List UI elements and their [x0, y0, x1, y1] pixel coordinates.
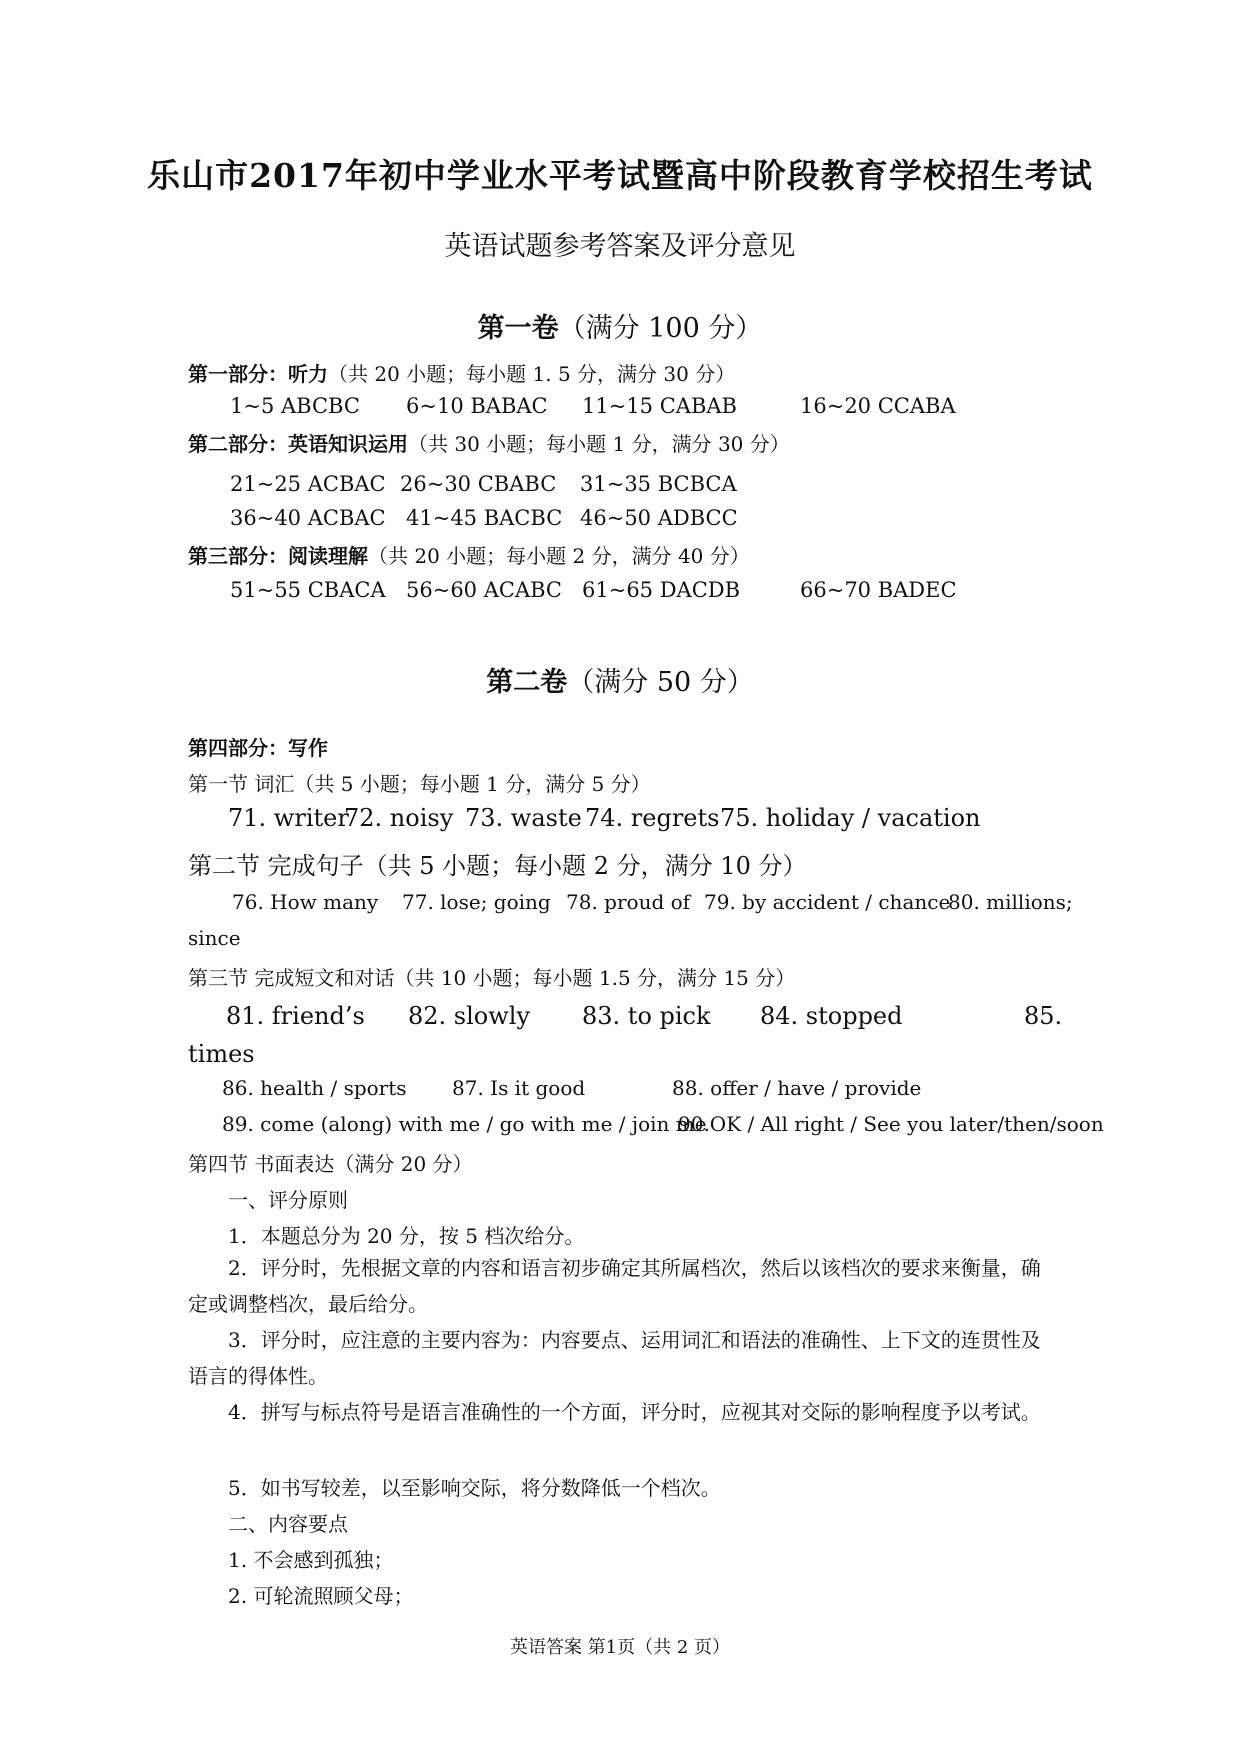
answer-group: 46~50 ADBCC: [580, 506, 738, 530]
answer-item: 82. slowly: [408, 1002, 531, 1030]
volume-2-note: （满分 50 分）: [567, 667, 754, 698]
points-title: 二、内容要点: [228, 1512, 348, 1536]
answer-item: 79. by accident / chance: [704, 890, 951, 914]
part-2-note: （共 30 小题；每小题 1 分，满分 30 分）: [408, 432, 790, 456]
answer-item: 90.OK / All right / See you later/then/soon: [678, 1112, 1104, 1136]
answer-group: 26~30 CBABC: [400, 472, 557, 496]
answer-group: 56~60 ACABC: [406, 578, 563, 602]
answer-item: 83. to pick: [582, 1002, 711, 1030]
principle-item: 2．评分时，先根据文章的内容和语言初步确定其所属档次，然后以该档次的要求来衡量，确定或调整档次，最后给分。: [188, 1256, 1041, 1316]
section-3-title: 第三节 完成短文和对话（共 10 小题；每小题 1.5 分，满分 15 分）: [188, 966, 796, 990]
part-1-heading: [188, 358, 735, 387]
section-2-title: 第二节 完成句子（共 5 小题；每小题 2 分，满分 10 分）: [188, 852, 807, 880]
document-title: 乐山市2017年初中学业水平考试暨高中阶段教育学校招生考试: [147, 156, 1093, 195]
answer-item: 77. lose; going: [402, 890, 551, 914]
principles-title: 一、评分原则: [228, 1188, 348, 1212]
part-4-title: 第四部分：写作: [188, 736, 328, 760]
answer-group: 6~10 BABAC: [406, 394, 548, 418]
volume-2-heading: [0, 660, 1240, 699]
principle-item: 3．评分时，应注意的主要内容为：内容要点、运用词汇和语法的准确性、上下文的连贯性及语言的得体性。: [188, 1328, 1041, 1388]
answer-item: 71. writer: [228, 804, 349, 832]
part-1-title: 第一部分：听力: [188, 362, 328, 386]
part-3-title: 第三部分：: [188, 544, 288, 568]
answer-item: 72. noisy: [344, 804, 454, 832]
part-3-heading: [188, 540, 750, 569]
answer-item: 86. health / sports: [222, 1076, 407, 1100]
answer-item: 87. Is it good: [452, 1076, 586, 1100]
answer-group: 66~70 BADEC: [800, 578, 957, 602]
answer-group: 16~20 CCABA: [800, 394, 956, 418]
volume-2-title: 第二卷: [486, 667, 568, 698]
section-3-wrap: times: [188, 1040, 255, 1068]
volume-1-heading: [0, 306, 1240, 345]
answer-group: 41~45 BACBC: [406, 506, 563, 530]
part-3-title-2: 阅读理解: [288, 544, 368, 568]
part-2-title: 第二部分：英语知识运用: [188, 432, 408, 456]
answer-group: 36~40 ACBAC: [230, 506, 386, 530]
answer-item: 85.: [1024, 1002, 1063, 1030]
point-item: 1. 不会感到孤独；: [228, 1548, 394, 1572]
volume-1-title: 第一卷: [477, 313, 559, 344]
document-subtitle: 英语试题参考答案及评分意见: [444, 231, 796, 262]
answer-group: 31~35 BCBCA: [580, 472, 737, 496]
answer-group: 21~25 ACBAC: [230, 472, 386, 496]
answer-item: 80. millions;: [948, 890, 1073, 914]
principle-item: 5．如书写较差，以至影响交际，将分数降低一个档次。: [228, 1476, 721, 1500]
answer-group: 11~15 CABAB: [582, 394, 737, 418]
answer-item: 76. How many: [232, 890, 379, 914]
part-1-note: （共 20 小题；每小题 1. 5 分，满分 30 分）: [328, 362, 736, 386]
part-2-heading: [188, 428, 790, 457]
answer-item: 84. stopped: [760, 1002, 903, 1030]
answer-item: 78. proud of: [566, 890, 691, 914]
answer-item: 74. regrets: [585, 804, 720, 832]
answer-item: 89. come (along) with me / go with me / join me: [222, 1112, 707, 1136]
answer-group: 51~55 CBACA: [230, 578, 386, 602]
volume-1-note: （满分 100 分）: [558, 313, 763, 344]
answer-group: 1~5 ABCBC: [230, 394, 360, 418]
part-3-note: （共 20 小题；每小题 2 分，满分 40 分）: [368, 544, 750, 568]
section-4-title: 第四节 书面表达（满分 20 分）: [188, 1152, 473, 1176]
principle-item: 4．拼写与标点符号是语言准确性的一个方面，评分时，应视其对交际的影响程度予以考试。: [228, 1400, 1041, 1424]
answer-item: 75. holiday / vacation: [720, 804, 981, 832]
answer-item: 88. offer / have / provide: [672, 1076, 922, 1100]
answer-group: 61~65 DACDB: [582, 578, 741, 602]
section-2-wrap: since: [188, 926, 241, 950]
answer-item: 81. friend’s: [226, 1002, 365, 1030]
answer-item: 73. waste: [465, 804, 582, 832]
point-item: 2. 可轮流照顾父母；: [228, 1584, 414, 1608]
page-footer: 英语答案 第1页（共 2 页）: [509, 1637, 731, 1658]
principle-item: 1．本题总分为 20 分，按 5 档次给分。: [228, 1224, 585, 1248]
section-1-title: 第一节 词汇（共 5 小题；每小题 1 分，满分 5 分）: [188, 772, 651, 796]
